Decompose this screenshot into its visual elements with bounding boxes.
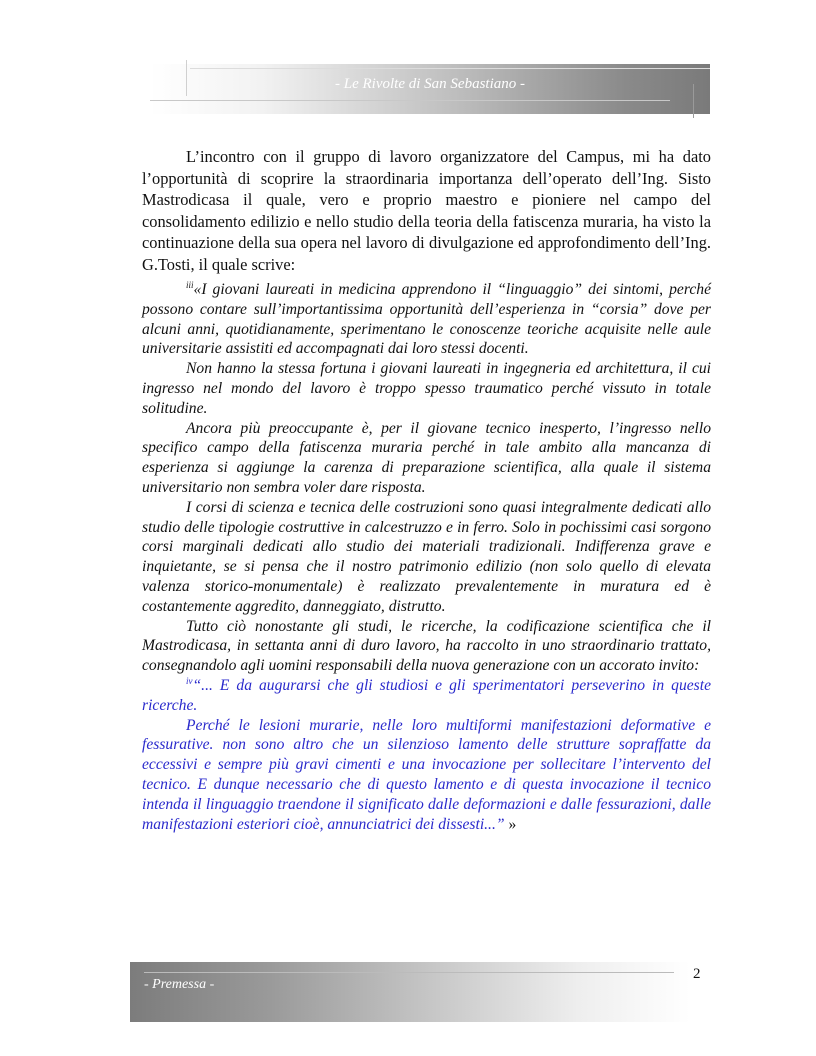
nested-quote-paragraph-1 [142, 676, 711, 716]
quote-paragraph-2: Non hanno la stessa fortuna i giovani laureati in ingegneria ed architettura, il cui ingresso nel mondo del lavoro è troppo spesso traumatico perché vissuto in totale solitudine. [142, 360, 711, 417]
body-text [142, 146, 711, 834]
quote-paragraph-4: I corsi di scienza e tecnica delle costruzioni sono quasi integralmente dedicati allo studio delle tipologie costruttive in calcestruzzo e in ferro. Solo in pochissimi casi sorgono corsi marginali dedicati allo studio dei materiali tradizionali. Indifferenza grave e inquietante, se si pensa che il nostro patrimonio edilizio (non solo quello di elevata valenza storico-monumentale) è realizzato prevalentemente in muratura ed è costantemente aggredito, danneggiato, distrutto. [142, 498, 711, 615]
nested-quote-paragraph-2-text: Perché le lesioni murarie, nelle loro multiformi manifestazioni deformative e fessurative. non sono altro che un silenzioso lamento delle strutture sopraffatte da eccessivi e sempre più gravi cimenti e una invocazione per sollecitare l’intervento del tecnico. E dunque necessario che di questo lamento e di questa invocazione il tecnico intenda il linguaggio traendone il significato dalle deformazioni e dalle fessurazioni, dalle manifestazioni esteriori cioè, annunciatrici dei dissesti...” [142, 716, 711, 833]
footer-section-label: - Premessa - [144, 977, 215, 992]
quote-paragraph-3: Ancora più preoccupante è, per il giovane tecnico inesperto, l’ingresso nello specifico campo della fatiscenza muraria perché in tale ambito alla mancanza di esperienza si aggiunge la carenza di preparazione scientifica, alla quale il sistema universitario non sembra voler dare risposta. [142, 419, 711, 496]
endnote-marker-iv[interactable]: iv [186, 675, 193, 686]
intro-paragraph: L’incontro con il gruppo di lavoro organizzatore del Campus, mi ha dato l’opportunità di scoprire la straordinaria importanza dell’operato dell’Ing. Sisto Mastrodicasa il quale, vero e proprio maestro e pioniere nel campo del consolidamento edilizio e nello studio della teoria della fatiscenza muraria, ha visto la continuazione della sua opera nel lavoro di divulgazione ed approfondimento dell’Ing. G.Tosti, il quale scrive: [142, 147, 711, 274]
closing-guillemet: » [504, 815, 517, 833]
nested-quote-paragraph-1-text: “... E da augurarsi che gli studiosi e gli sperimentatori perseverino in queste ricerche. [142, 676, 711, 714]
header-rule-top [190, 68, 710, 69]
quote-paragraph-1-text: «I giovani laureati in medicina apprendono il “linguaggio” dei sintomi, perché possono contare sull’importantissima opportunità dell’esperienza in “corsia” dove per alcuni anni, quotidianamente, sperimentano le conoscenze teoriche acquisite nelle aule universitarie assistiti ed accompagnati dai loro stessi docenti. [142, 281, 711, 358]
quote-paragraph-1 [142, 280, 711, 359]
footer-rule [144, 972, 674, 973]
header-rule-bottom [150, 100, 670, 101]
quotation-block [142, 280, 711, 834]
endnote-marker-iii[interactable]: iii [186, 280, 194, 290]
nested-quote-paragraph-2 [142, 716, 711, 835]
page-header [150, 56, 710, 114]
page-number: 2 [693, 966, 701, 982]
quote-paragraph-5: Tutto ciò nonostante gli studi, le ricerche, la codificazione scientifica che il Mastrodicasa, in settanta anni di duro lavoro, ha raccolto in uno straordinario trattato, consegnandolo agli uomini responsabili della nuova generazione con un accorato invito: [142, 617, 711, 675]
page-footer [130, 962, 690, 1022]
header-title: - Le Rivolte di San Sebastiano - [335, 76, 525, 92]
